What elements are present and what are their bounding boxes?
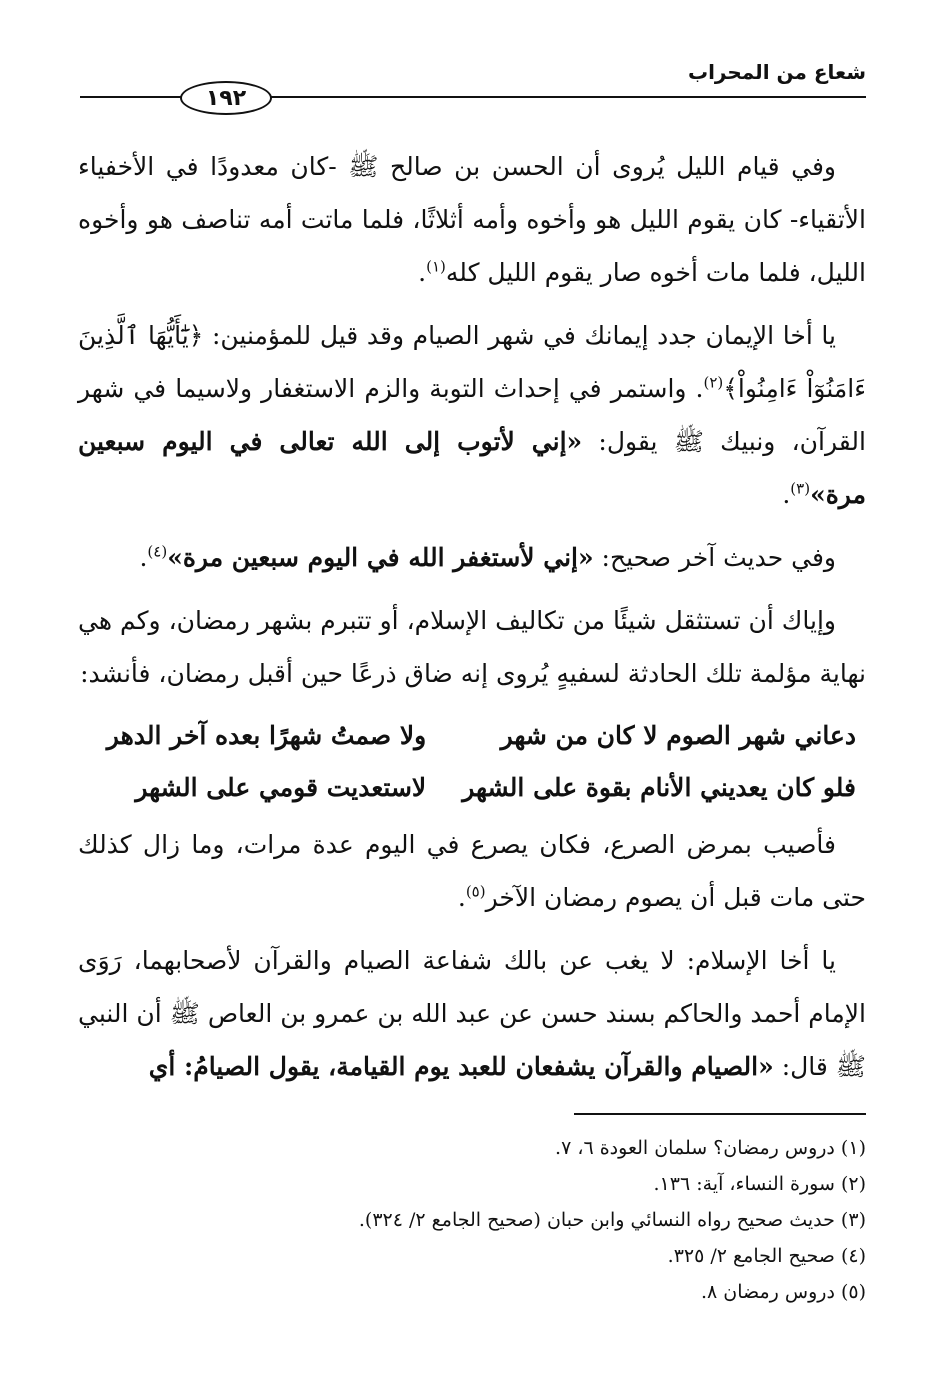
paragraph bbox=[78, 531, 866, 584]
footnote-ref: (٢) bbox=[703, 373, 724, 392]
hadith-quote: «إني لأستغفر الله في اليوم سبعين مرة» bbox=[167, 543, 594, 572]
punctuation: . bbox=[418, 258, 427, 287]
paragraph bbox=[78, 934, 866, 1093]
main-text bbox=[78, 140, 866, 1103]
footnote-ref: (٥) bbox=[465, 882, 486, 901]
paragraph-text: يا أخا الإيمان جدد إيمانك في شهر الصيام وقد قيل للمؤمنين: ﴿يَٰٓأَيُّهَا ٱلَّذِينَ ءَامَنُوٓاْ ءَامِنُواْ﴾ bbox=[78, 321, 866, 403]
footnote: (٢) سورة النساء، آية: ١٣٦. bbox=[653, 1173, 866, 1195]
hadith-quote: «الصيام والقرآن يشفعان للعبد يوم القيامة، يقول الصيامُ: أي bbox=[148, 1052, 774, 1081]
page-number: ١٩٢ bbox=[180, 81, 272, 115]
footnote-ref: (١) bbox=[426, 257, 446, 276]
footnote: (٥) دروس رمضان ٨. bbox=[700, 1281, 866, 1303]
paragraph-text: وإياك أن تستثقل شيئًا من تكاليف الإسلام، أو تتبرم بشهر رمضان، وكم هي نهاية مؤلمة تلك الحادثة لسفيهٍ يُروى إنه ضاق ذرعًا حين أقبل رمضان، فأنشد: bbox=[78, 606, 866, 688]
paragraph bbox=[78, 594, 866, 700]
hadith-quote: «إني لأتوب إلى الله تعالى في اليوم سبعين مرة» bbox=[78, 427, 866, 509]
poem-verse bbox=[88, 710, 856, 814]
punctuation: . bbox=[139, 543, 148, 572]
paragraph bbox=[78, 140, 866, 299]
paragraph bbox=[78, 309, 866, 521]
verse-line: دعاني شهر الصوم لا كان من شهر bbox=[500, 721, 856, 750]
paragraph-text: . واستمر في إحداث التوبة والزم الاستغفار ولاسيما في شهر القرآن، ونبيك ﷺ يقول: bbox=[78, 374, 866, 456]
punctuation: . bbox=[457, 883, 466, 912]
verse-line: لاستعديت قومي على الشهر bbox=[135, 773, 427, 802]
book-title: شعاع من المحراب bbox=[687, 60, 866, 84]
verse-line: فلو كان يعديني الأنام بقوة على الشهر bbox=[462, 773, 856, 802]
footnotes bbox=[78, 1130, 866, 1310]
footnote-ref: (٤) bbox=[147, 542, 168, 561]
footnote: (٣) حديث صحيح رواه النسائي وابن حبان (صحيح الجامع ٢/ ٣٢٤). bbox=[358, 1209, 866, 1231]
paragraph bbox=[78, 818, 866, 924]
paragraph-text: وفي قيام الليل يُروى أن الحسن بن صالح ﷺ -كان معدودًا في الأخفياء الأتقياء- كان يقوم الليل هو وأخوه وأمه أثلاثًا، فلما ماتت أمه تناصف هو وأخوه الليل، فلما مات أخوه صار يقوم الليل كله bbox=[78, 152, 866, 287]
verse-line: ولا صمتُ شهرًا بعده آخر الدهر bbox=[106, 721, 427, 750]
footnote-ref: (٣) bbox=[790, 479, 811, 498]
paragraph-text: فأصيب بمرض الصرع، فكان يصرع في اليوم عدة مرات، وما زال كذلك حتى مات قبل أن يصوم رمضان الآخر bbox=[78, 830, 866, 912]
punctuation: . bbox=[782, 480, 791, 509]
paragraph-text: وفي حديث آخر صحيح: bbox=[593, 543, 836, 572]
footnote-separator bbox=[574, 1113, 866, 1115]
footnote: (١) دروس رمضان؟ سلمان العودة ٦، ٧. bbox=[555, 1137, 866, 1159]
footnote: (٤) صحيح الجامع ٢/ ٣٢٥. bbox=[667, 1245, 866, 1267]
page-header bbox=[80, 60, 866, 120]
paragraph-text: يا أخا الإسلام: لا يغب عن بالك شفاعة الصيام والقرآن لأصحابهما، رَوَى الإمام أحمد والحاكم بسند حسن عن عبد الله بن عمرو بن العاص ﷺ أن النبي ﷺ قال: bbox=[77, 946, 866, 1081]
